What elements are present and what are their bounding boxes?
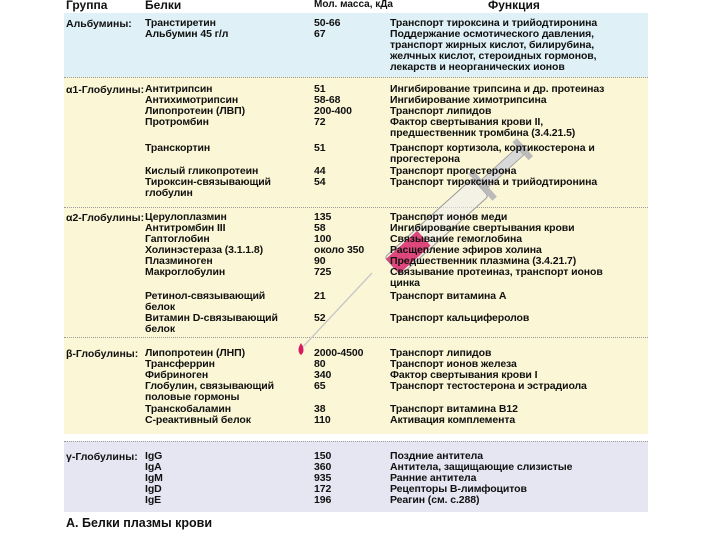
protein-name: глобулин xyxy=(145,187,193,199)
header-group: Группа xyxy=(66,0,108,12)
protein-name: Витамин D-связывающий xyxy=(145,312,278,324)
protein-function: Транспорт тироксина и трийодтиронина xyxy=(390,17,598,29)
molecular-mass: 200-400 xyxy=(314,105,352,117)
protein-name: Кислый гликопротеин xyxy=(145,165,259,177)
protein-function: предшественник тромбина (3.4.21.5) xyxy=(390,127,576,139)
protein-function: Реагин (см. с.288) xyxy=(390,494,480,506)
protein-name: IgA xyxy=(145,461,162,473)
molecular-mass: 110 xyxy=(314,414,331,426)
molecular-mass: 340 xyxy=(314,369,332,381)
molecular-mass: 58 xyxy=(314,222,326,234)
protein-function: транспорт жирных кислот, билирубина, xyxy=(390,39,595,51)
molecular-mass: 935 xyxy=(314,472,332,484)
molecular-mass: 52 xyxy=(314,312,326,324)
protein-function: Связывание гемоглобина xyxy=(390,233,523,245)
protein-name: Липопротеин (ЛНП) xyxy=(145,347,245,359)
molecular-mass: 196 xyxy=(314,494,332,506)
protein-function: Транспорт тироксина и трийодтиронина xyxy=(390,176,598,188)
protein-name: Холинэстераза (3.1.1.8) xyxy=(145,244,263,256)
molecular-mass: 67 xyxy=(314,28,326,40)
protein-name: Глобулин, связывающий xyxy=(145,380,274,392)
header-proteins: Белки xyxy=(145,0,182,12)
protein-name: Транскортин xyxy=(145,142,211,154)
protein-function: Транспорт липидов xyxy=(390,105,492,117)
molecular-mass: около 350 xyxy=(314,244,365,256)
protein-name: половые гормоны xyxy=(145,391,240,403)
protein-name: Плазминоген xyxy=(145,255,213,267)
molecular-mass: 51 xyxy=(314,83,326,95)
protein-function: желчных кислот, стероидных гормонов, xyxy=(390,50,597,62)
molecular-mass: 100 xyxy=(314,233,332,245)
molecular-mass: 360 xyxy=(314,461,332,473)
protein-name: Ретинол-связывающий xyxy=(145,290,266,302)
protein-function: Ранние антитела xyxy=(390,472,477,484)
molecular-mass: 21 xyxy=(314,290,326,302)
protein-name: Протромбин xyxy=(145,116,209,128)
protein-name: IgD xyxy=(145,483,162,495)
header-function: Функция xyxy=(488,0,540,12)
protein-name: белок xyxy=(145,323,176,335)
protein-function: Транспорт ионов меди xyxy=(390,211,508,223)
protein-function: Транспорт прогестерона xyxy=(390,165,517,177)
group-label: Альбумины: xyxy=(66,18,132,30)
protein-name: Макроглобулин xyxy=(145,266,226,278)
protein-function: Рецепторы В-лимфоцитов xyxy=(390,483,527,495)
protein-function: Фактор свертывания крови I xyxy=(390,369,538,381)
protein-name: Тироксин-связывающий xyxy=(145,176,271,188)
molecular-mass: 135 xyxy=(314,211,332,223)
protein-name: Антихимотрипсин xyxy=(145,94,239,106)
group-label: γ-Глобулины: xyxy=(66,451,138,463)
protein-function: Транспорт кортизола, кортикостерона и xyxy=(390,142,595,154)
protein-function: Транспорт витамина B12 xyxy=(390,403,518,415)
protein-function: цинка xyxy=(390,277,420,289)
molecular-mass: 44 xyxy=(314,165,326,177)
group-label: α2-Глобулины: xyxy=(66,212,145,224)
protein-name: С-реактивный белок xyxy=(145,414,251,426)
protein-name: Липопротеин (ЛВП) xyxy=(145,105,245,117)
group-label: β-Глобулины: xyxy=(66,348,139,360)
molecular-mass: 150 xyxy=(314,450,332,462)
protein-name: Гаптоглобин xyxy=(145,233,210,245)
molecular-mass: 2000-4500 xyxy=(314,347,364,359)
protein-function: лекарств и неорганических ионов xyxy=(390,61,565,73)
protein-function: Транспорт витамина А xyxy=(390,290,507,302)
protein-name: IgE xyxy=(145,494,162,506)
protein-function: Антитела, защищающие слизистые xyxy=(390,461,573,473)
molecular-mass: 90 xyxy=(314,255,326,267)
protein-name: Антитромбин III xyxy=(145,222,226,234)
protein-name: белок xyxy=(145,301,176,313)
protein-function: Транспорт ионов железа xyxy=(390,358,517,370)
protein-name: IgM xyxy=(145,472,163,484)
protein-function: Транспорт кальциферолов xyxy=(390,312,530,324)
protein-function: Транспорт тестостерона и эстрадиола xyxy=(390,380,587,392)
protein-function: Поддержание осмотического давления, xyxy=(390,28,594,40)
blood-drop-icon xyxy=(299,343,304,355)
protein-function: Расщепление эфиров холина xyxy=(390,244,542,256)
protein-function: прогестерона xyxy=(390,153,460,165)
protein-function: Связывание протеиназ, транспорт ионов xyxy=(390,266,603,278)
protein-function: Ингибирование свертывания крови xyxy=(390,222,575,234)
group-label: α1-Глобулины: xyxy=(66,84,145,96)
protein-function: Предшественник плазмина (3.4.21.7) xyxy=(390,255,577,267)
protein-name: Фибриноген xyxy=(145,369,209,381)
protein-name: Трансферрин xyxy=(145,358,215,370)
molecular-mass: 65 xyxy=(314,380,326,392)
needle xyxy=(300,273,372,350)
protein-name: Транскобаламин xyxy=(145,403,231,415)
protein-function: Транспорт липидов xyxy=(390,347,492,359)
molecular-mass: 72 xyxy=(314,116,326,128)
protein-name: Транстиретин xyxy=(145,17,216,29)
protein-function: Поздние антитела xyxy=(390,450,483,462)
figure-caption: А. Белки плазмы крови xyxy=(66,516,213,530)
molecular-mass: 51 xyxy=(314,142,326,154)
molecular-mass: 80 xyxy=(314,358,326,370)
molecular-mass: 58-68 xyxy=(314,94,341,106)
protein-name: Церулоплазмин xyxy=(145,211,227,223)
molecular-mass: 54 xyxy=(314,176,326,188)
protein-name: Альбумин 45 г/л xyxy=(145,28,229,40)
header-mass: Мол. масса, кДа xyxy=(314,0,393,10)
protein-name: Антитрипсин xyxy=(145,83,213,95)
protein-name: IgG xyxy=(145,450,163,462)
protein-function: Фактор свертывания крови II, xyxy=(390,116,544,128)
molecular-mass: 725 xyxy=(314,266,332,278)
protein-function: Активация комплемента xyxy=(390,414,516,426)
protein-function: Ингибирование химотрипсина xyxy=(390,94,547,106)
molecular-mass: 50-66 xyxy=(314,17,341,29)
molecular-mass: 172 xyxy=(314,483,332,495)
protein-function: Ингибирование трипсина и др. протеиназ xyxy=(390,83,605,95)
molecular-mass: 38 xyxy=(314,403,326,415)
